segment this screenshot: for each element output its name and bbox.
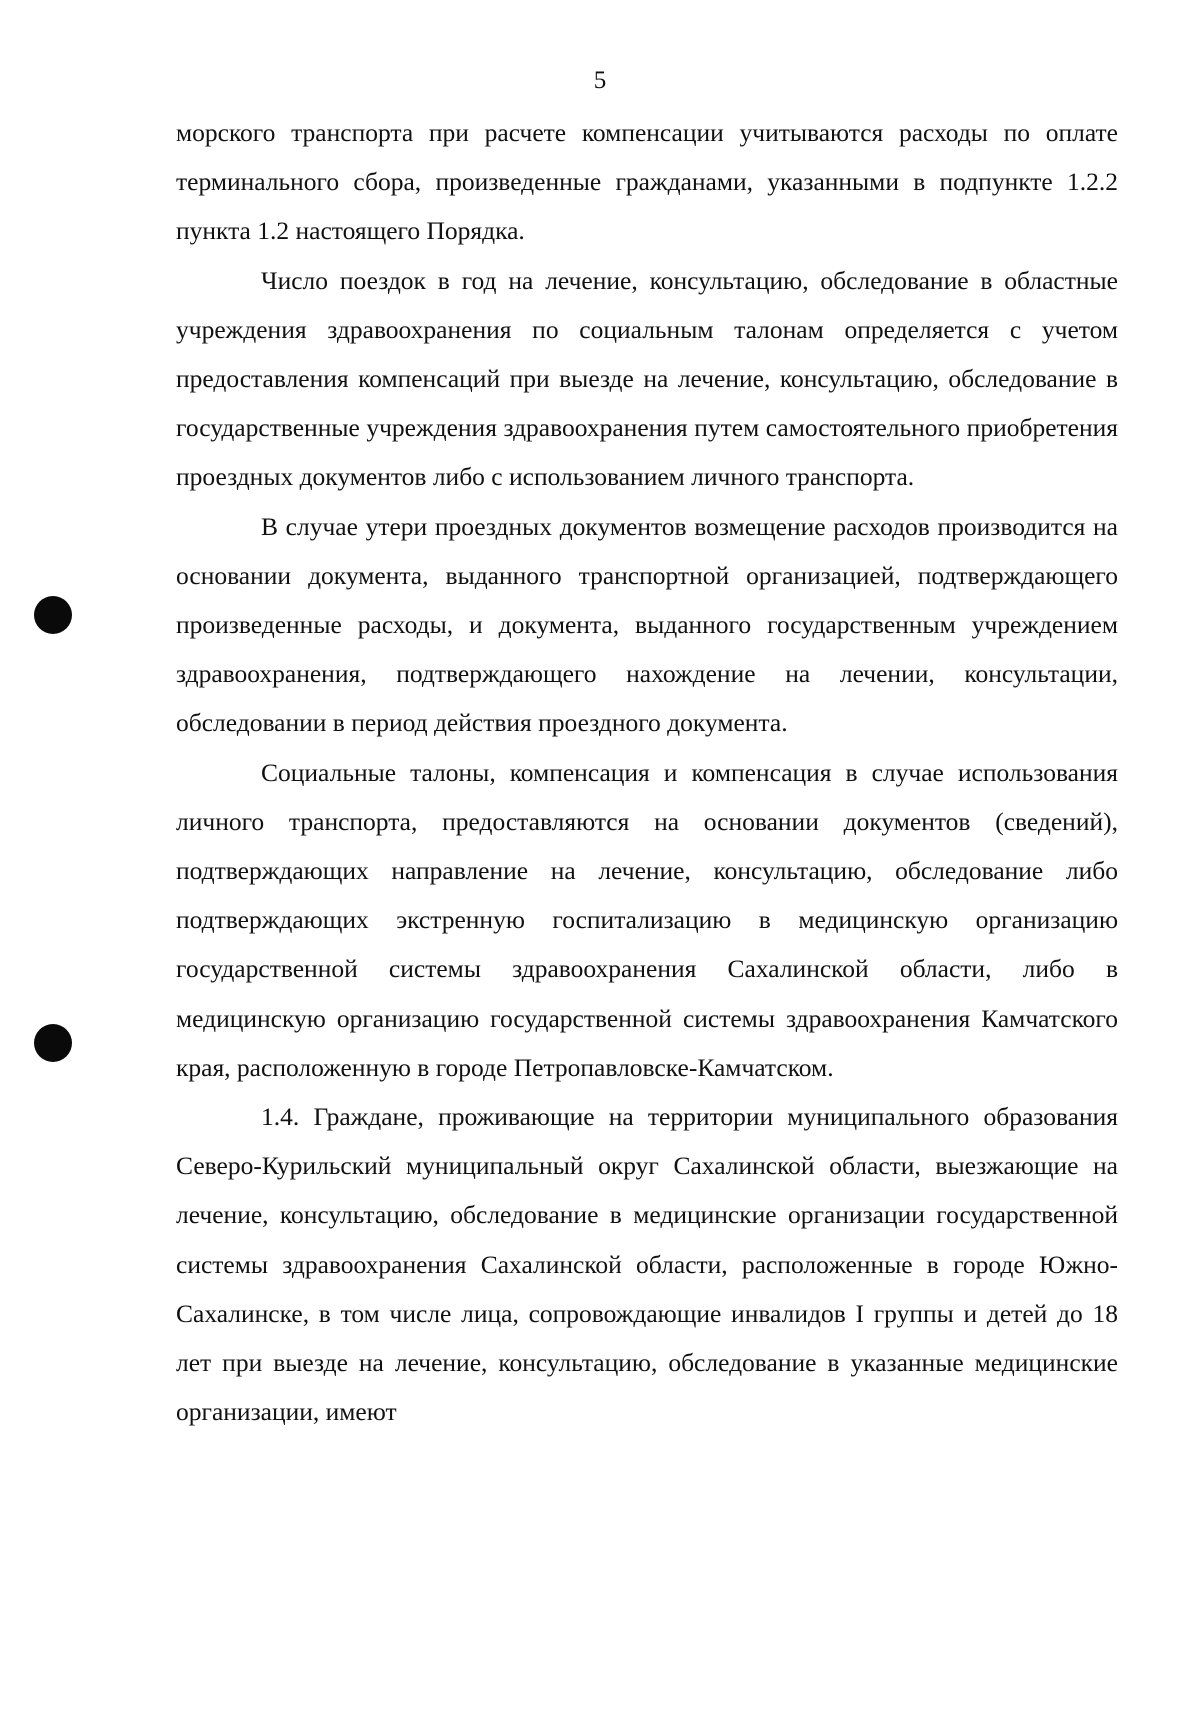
paragraph-lost-documents: В случае утери проездных документов возмещение расходов производится на основании документа, выданного транспортной организацией, подтверждающего произведенные расходы, и документа, выданного государственным учреждением здравоохранения, подтверждающего нахождение на лечении, консультации, обследовании в период действия проездного документа. xyxy=(176,511,1118,738)
punch-hole-mark xyxy=(34,1024,72,1062)
paragraph-trips-count: Число поездок в год на лечение, консультацию, обследование в областные учреждения здравоохранения по социальным талонам определяется с учетом предоставления компенсаций при выезде на лечение, консультацию, обследование в государственные учреждения здравоохранения путем самостоятельного приобретения проездных документов либо с использованием личного транспорта. xyxy=(176,265,1118,492)
paragraph-continuation: морского транспорта при расчете компенсации учитываются расходы по оплате терминального сбора, произведенные гражданами, указанными в подпункте 1.2.2 пункта 1.2 настоящего Порядка. xyxy=(176,118,1118,246)
paragraph-section-1-4: 1.4. Граждане, проживающие на территории муниципального образования Северо-Курильский муниципальный округ Сахалинской области, выезжающие на лечение, консультацию, обследование в медицинские организации государственной системы здравоохранения Сахалинской области, расположенные в городе Южно-Сахалинске, в том числе лица, сопровождающие инвалидов I группы и детей до 18 лет при выезде на лечение, консультацию, обследование в указанные медицинские организации, имеют xyxy=(176,1102,1118,1427)
paragraph-social-coupons: Социальные талоны, компенсация и компенсация в случае использования личного транспорта, предоставляются на основании документов (сведений), подтверждающих направление на лечение, консультацию, обследование либо подтверждающих экстренную госпитализацию в медицинскую организацию государственной системы здравоохранения Сахалинской области, либо в медицинскую организацию государственной системы здравоохранения Камчатского края, расположенную в городе Петропавловске-Камчатском. xyxy=(176,757,1118,1082)
page-number: 5 xyxy=(593,67,607,94)
punch-hole-mark xyxy=(34,596,72,634)
document-body xyxy=(176,108,1118,1436)
